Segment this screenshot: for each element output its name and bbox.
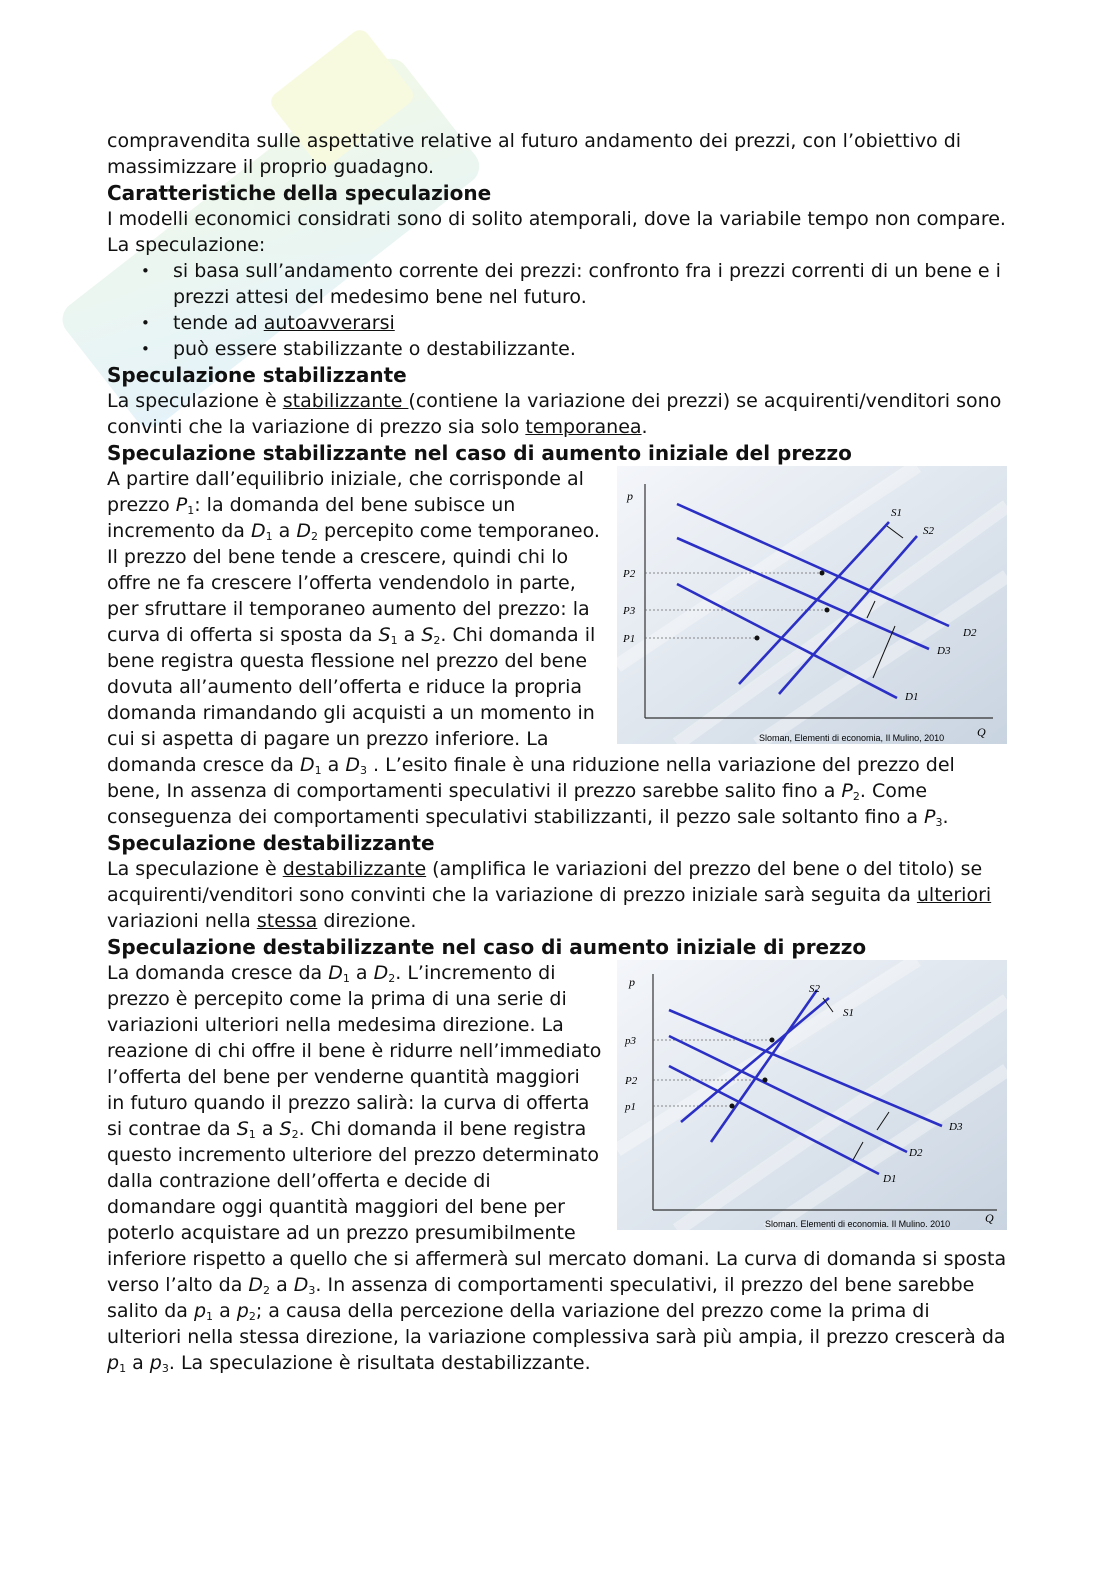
price-label: P2 bbox=[625, 1075, 638, 1087]
x-axis-label: Q bbox=[977, 725, 986, 739]
destabilizing-chart bbox=[617, 960, 1007, 1238]
stabilizing-paragraph: La speculazione è stabilizzante (contiene la variazione dei prezzi) se acquirenti/venditori sono convinti che la variazione di prezzo sia solo temporanea. bbox=[107, 390, 1002, 438]
y-axis-label: p bbox=[627, 489, 633, 503]
heading-characteristics: Caratteristiche della speculazione bbox=[107, 181, 492, 205]
destabilizing-case-paragraph: La domanda cresce da $D_1$ a $D_2$. L’incremento di prezzo è percepito come la prima di una serie di variazioni ulteriori nella medesima direzione. La reazione di chi offre il bene è ridurre nell’immediato l’offerta del bene per venderne quantità maggiori in futuro quando il prezzo salirà: la curva di offerta si contrae da $S_1$ a $S_2$. Chi domanda il bene registra questo incremento ulteriore del prezzo determinato dalla contrazione dell’offerta e decide di domandare oggi quantità maggiori del bene per poterlo acquistare ad un prezzo presumibilmente inferiore rispetto a quello che si affermerà sul mercato domani. La curva di domanda si sposta verso l’alto da $D_2$ a $D_3$. In assenza di comportamenti speculativi, il prezzo del bene sarebbe salito da $p_1$ a $p_2$; a causa della percezione della variazione del prezzo come la prima di ulteriori nella stessa direzione, la variazione complessiva sarà più ampia, il prezzo crescerà da $p_1$ a $p_3$. La speculazione è risultata destabilizzante. bbox=[107, 962, 1007, 1375]
price-label: p3 bbox=[625, 1035, 636, 1047]
x-axis-label: Q bbox=[985, 1211, 994, 1225]
destabilizing-case-block bbox=[107, 960, 1007, 1376]
heading-stabilizing: Speculazione stabilizzante bbox=[107, 363, 407, 387]
stabilizing-case-paragraph: A partire dall’equilibrio iniziale, che corrisponde al prezzo $P_1$: la domanda del bene subisce un incremento da $D_1$ a $D_2$ percepito come temporaneo. Il prezzo del bene tende a crescere, quindi chi lo offre ne fa crescere l’offerta vendendolo in parte, per sfruttare il temporaneo aumento del prezzo: la curva di offerta si sposta da $S_1$ a $S_2$. Chi domanda il bene registra questa flessione nel prezzo del bene dovuta all’aumento dell’offerta e riduce la propria domanda rimandando gli acquisti a un momento in cui si aspetta di pagare un prezzo inferiore. La domanda cresce da $D_1$ a $D_3$ . L’esito finale è una riduzione nella variazione del prezzo del bene, In assenza di comportamenti speculativi il prezzo sarebbe salito fino a $P_2$. Come conseguenza dei comportamenti speculativi stabilizzanti, il pezzo sale soltanto fino a $P_3$. bbox=[107, 468, 955, 829]
heading-stabilizing-case: Speculazione stabilizzante nel caso di aumento iniziale del prezzo bbox=[107, 441, 852, 465]
characteristics-list bbox=[107, 258, 1007, 362]
heading-destabilizing: Speculazione destabilizzante bbox=[107, 831, 435, 855]
y-axis-label: p bbox=[629, 975, 635, 989]
chart-credit: Sloman. Elementi di economia. Il Mulino. 2010 bbox=[765, 1219, 951, 1229]
stabilizing-chart bbox=[617, 466, 1007, 744]
demand-label: D3 bbox=[937, 645, 951, 657]
intro-paragraph: compravendita sulle aspettative relative al futuro andamento dei prezzi, con l’obiettivo di massimizzare il proprio guadagno. bbox=[107, 130, 962, 178]
list-item: • si basa sull’andamento corrente dei prezzi: confronto fra i prezzi correnti di un bene e i prezzi attesi del medesimo bene nel futuro. bbox=[173, 258, 1007, 310]
list-item: • può essere stabilizzante o destabilizzante. bbox=[173, 336, 1007, 362]
demand-label: D2 bbox=[963, 627, 977, 639]
list-item: • tende ad autoavverarsi bbox=[173, 310, 1007, 336]
chart-credit: Sloman, Elementi di economia, Il Mulino, 2010 bbox=[759, 733, 945, 743]
price-label: P2 bbox=[623, 568, 636, 580]
price-label: p1 bbox=[625, 1101, 636, 1113]
heading-destabilizing-case: Speculazione destabilizzante nel caso di aumento iniziale di prezzo bbox=[107, 935, 867, 959]
price-label: P1 bbox=[623, 633, 636, 645]
demand-label: D1 bbox=[905, 691, 919, 703]
demand-label: D1 bbox=[883, 1173, 897, 1185]
chart-background bbox=[617, 960, 1007, 1230]
stabilizing-case-block bbox=[107, 466, 1007, 830]
supply-label: S2 bbox=[923, 525, 934, 537]
demand-label: D3 bbox=[949, 1121, 963, 1133]
document-page bbox=[107, 128, 1007, 1376]
supply-label: S1 bbox=[843, 1007, 854, 1019]
supply-label: S2 bbox=[809, 983, 820, 995]
demand-label: D2 bbox=[909, 1147, 923, 1159]
destabilizing-paragraph: La speculazione è destabilizzante (amplifica le variazioni del prezzo del bene o del titolo) se acquirenti/venditori sono convinti che la variazione di prezzo iniziale sarà seguita da ulteriori variazioni nella stessa direzione. bbox=[107, 858, 992, 932]
price-label: P3 bbox=[623, 605, 636, 617]
characteristics-paragraph: I modelli economici considrati sono di solito atemporali, dove la variabile tempo non compare. La speculazione: bbox=[107, 208, 1006, 256]
supply-label: S1 bbox=[891, 507, 902, 519]
